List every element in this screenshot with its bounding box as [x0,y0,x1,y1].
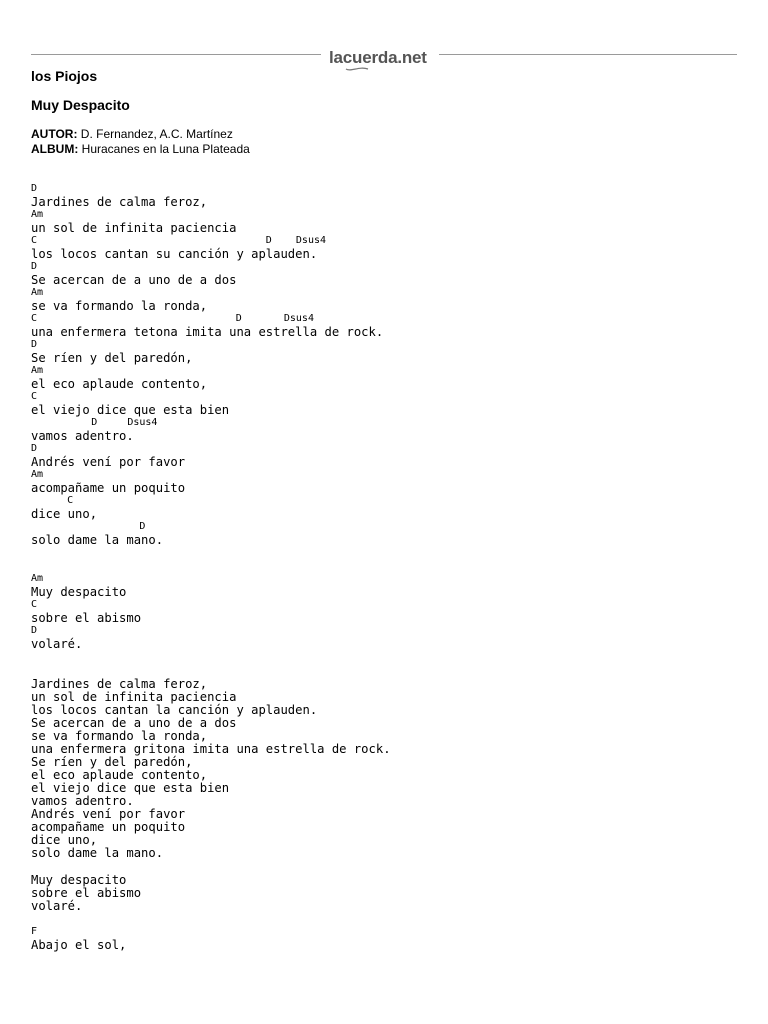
chord-line: C [31,495,74,506]
section-gap [31,548,737,574]
section-gap [31,860,737,874]
verse-2 [31,678,737,860]
lyric-line: el eco aplaude contento, [31,377,208,391]
lyric-line: vamos adentro. [31,794,134,808]
album-value: Huracanes en la Luna Plateada [78,142,250,156]
lyric-line: Se acercan de a uno de a dos [31,716,237,730]
album-line [31,142,250,157]
lyric-line: Muy despacito [31,873,127,887]
lyric-line: un sol de infinita paciencia [31,221,237,235]
lyric-line: se va formando la ronda, [31,729,208,743]
lyrics-body [31,184,737,953]
author-label: AUTOR: [31,127,78,141]
lyric-line: el viejo dice que esta bien [31,403,230,417]
lyric-line: solo dame la mano. [31,533,164,547]
lyric-line: Muy despacito [31,585,127,599]
chord-line: D [31,183,38,194]
chord-line: D [31,625,38,636]
chord-line: Am [31,365,44,376]
lyric-line: se va formando la ronda, [31,299,208,313]
lyric-line: los locos cantan la canción y aplauden. [31,703,318,717]
lyric-line: Jardines de calma feroz, [31,677,208,691]
chorus-1 [31,574,737,652]
chord-line: D Dsus4 [31,417,158,428]
bridge [31,927,737,953]
lyric-line: el viejo dice que esta bien [31,781,230,795]
lyric-line: Andrés vení por favor [31,807,186,821]
lyric-line: sobre el abismo [31,611,142,625]
chord-line: D [31,521,146,532]
lyric-line: Se acercan de a uno de a dos [31,273,237,287]
lyric-line: Se ríen y del paredón, [31,755,193,769]
author-line [31,127,250,142]
chord-line: Am [31,209,44,220]
song-meta [31,127,250,157]
lyric-line: solo dame la mano. [31,846,164,860]
chord-line: Am [31,287,44,298]
chord-line: Am [31,573,44,584]
chord-line: D [31,339,38,350]
section-gap [31,652,737,678]
lyric-line: una enfermera tetona imita una estrella de rock. [31,325,384,339]
chord-line: C D Dsus4 [31,235,327,246]
chord-line: Am [31,469,44,480]
lyric-line: dice uno, [31,507,98,521]
lyric-line: dice uno, [31,833,98,847]
lyric-line: un sol de infinita paciencia [31,690,237,704]
lyric-line: Jardines de calma feroz, [31,195,208,209]
lyric-line: sobre el abismo [31,886,142,900]
logo-swirl-icon [345,66,369,72]
chord-line: C D Dsus4 [31,313,314,324]
album-label: ALBUM: [31,142,79,156]
chorus-2 [31,874,737,913]
lyric-line: Se ríen y del paredón, [31,351,193,365]
lyric-line: el eco aplaude contento, [31,768,208,782]
lyric-line: volaré. [31,899,83,913]
section-gap [31,913,737,927]
verse-1 [31,184,737,548]
header-rule-right [439,54,737,55]
lyric-line: los locos cantan su canción y aplauden. [31,247,318,261]
lyric-line: una enfermera gritona imita una estrella de rock. [31,742,391,756]
logo-text: lacuerda.net [329,48,427,67]
lyric-line: acompañame un poquito [31,820,186,834]
lyric-line: Andrés vení por favor [31,455,186,469]
chord-line: C [31,599,38,610]
chord-line: F [31,926,38,937]
lyric-line: Abajo el sol, [31,938,127,952]
chord-line: C [31,391,38,402]
chord-line: D [31,261,38,272]
author-value: D. Fernandez, A.C. Martínez [77,127,233,141]
header-rule-left [31,54,321,55]
lyric-line: volaré. [31,637,83,651]
song-title: Muy Despacito [31,97,130,113]
lyric-line: vamos adentro. [31,429,134,443]
site-header [31,46,737,74]
lyric-line: acompañame un poquito [31,481,186,495]
lacuerda-logo[interactable] [329,48,437,70]
chord-line: D [31,443,38,454]
artist-name: los Piojos [31,68,98,84]
